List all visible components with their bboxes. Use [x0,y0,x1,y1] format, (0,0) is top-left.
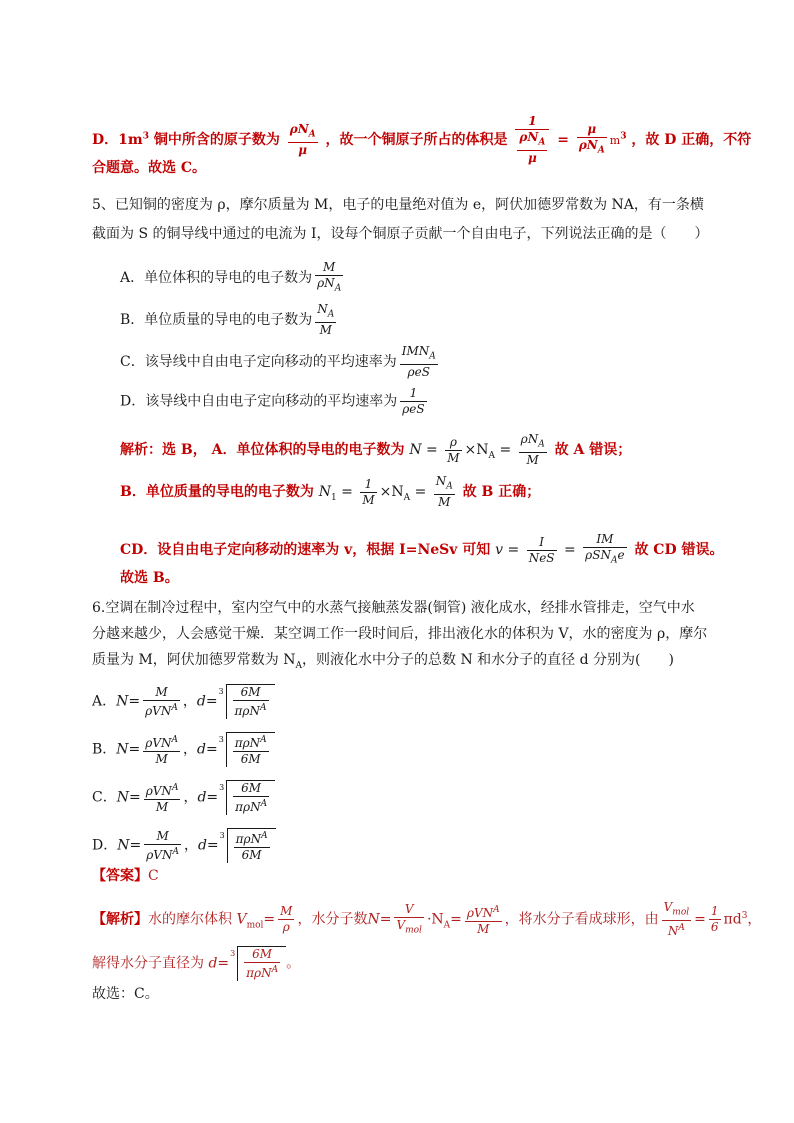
q4d-prefix: D．1m [92,132,143,149]
q4d-tail: ，故 D 正确，不符 [631,132,752,149]
q6-option-d: D．N= $\frac{M}{\rho VN^A}$ ，d= 3 $\frac{\pi\rho N^A}{6M}$ [92,828,276,863]
q4d-mid1: 铜中所含的原子数为 [153,132,280,149]
q4d-sup: 3 [142,131,149,142]
q6-option-b: B．N= $\frac{\rho VN^A}{M}$ ，d= 3 $\frac{\pi\rho N^A}{6M}$ [92,732,275,767]
q6-stem-line2: 分越来越少，人会感觉干燥．某空调工作一段时间后，排出液化水的体积为 V，水的密度为 ρ，摩尔 [92,626,708,642]
q4d-frac2: $\frac{1}{\frac{\rho N_A}{\mu}}$ [515,114,549,166]
q6-answer: 【答案】C [92,868,159,884]
q6-analysis-line1: 【解析】水的摩尔体积 $V_{mol}=$ $\frac{M}{\rho}$ ，水分子数N= $\frac{V}{V_{mol}}$ $\cdot N_A=$ $\frac{\rho VN^A}{M}$ ，将水分子看成球形，由 $\frac{V_{mol}}{N^A}$ = $\frac{1}{6}$ $\pi d^3$， [92,900,762,939]
q5-solution-line2: B．单位质量的导电的电子数为 $N_1$ = $\frac{1}{M}$ $\times N_A$ = $\frac{N_A}{M}$ 故 B 正确； [120,474,541,510]
q4d-line2: 合题意。故选 C。 [92,160,207,176]
q5-solution-line4: 故选 B。 [120,570,179,586]
q6-analysis-line2: 解得水分子直径为 d= 3 $\frac{6M}{\pi\rho N^A}$ 。 [92,947,301,980]
q6-option-a: A．N= $\frac{M}{\rho VN^A}$ ，d= 3 $\frac{6M}{\pi\rho N^A}$ [92,684,275,719]
q4-option-d: D．$1m^3$ 铜中所含的原子数为 $\frac{\rho N_A}{\mu}$ ，故一个铜原子所占的体积是 $\frac{1}{\frac{\rho N_A}{\mu}}$ = $\frac{\mu}{\rho N_A}$ $m^3$ ，故 D 正确，不符 [92,114,752,166]
q5-option-a: A．单位体积的导电的电子数为 $\frac{M}{\rho N_A}$ [120,260,346,296]
q6-conclusion: 故选：C。 [92,986,159,1002]
q4d-frac3: $\frac{\mu}{\rho N_A}$ [577,122,607,158]
q5-option-c: C．该导线中自由电子定向移动的平均速率为 $\frac{IMN_A}{\text{ρeS}}$ [120,344,436,380]
q5-option-d: D．该导线中自由电子定向移动的平均速率为 $\frac{1}{\text{ρeS}}$ [120,386,425,416]
q5-solution-line1: 解析：选 B， A．单位体积的导电的电子数为 N = $\frac{\rho}{M}$ $\times N_A$ = $\frac{\rho N_A}{M}$ 故 A 错误； [120,432,632,468]
q6-option-c: C．N= $\frac{\rho VN^A}{M}$ ，d= 3 $\frac{6M}{\pi\rho N^A}$ [92,780,275,815]
q4d-mid2: ，故一个铜原子所占的体积是 [325,132,508,149]
q5-stem-line2: 截面为 S 的铜导线中通过的电流为 I，设每个铜原子贡献一个自由电子，下列说法正确的是（ ） [92,226,709,242]
q5-option-b: B．单位质量的导电的电子数为 $\frac{N_A}{M}$ [120,302,335,338]
q5-solution-line3: CD．设自由电子定向移动的速率为 v，根据 I=NeSv 可知 v = $\frac{I}{\text{NeS}}$ = $\frac{IM}{\rho SN_Ae}$ 故 CD 错误。 [120,532,723,568]
q4d-frac1: $\frac{\rho N_A}{\mu}$ [289,122,316,158]
q6-stem-line1: 6.空调在制冷过程中，室内空气中的水蒸气接触蒸发器(铜管) 液化成水，经排水管排走，空气中水 [92,600,695,616]
q5-stem-line1: 5、已知铜的密度为 ρ，摩尔质量为 M，电子的电量绝对值为 e，阿伏加德罗常数为 NA，有一条横 [92,197,704,213]
q6-stem-line3: 质量为 M，阿伏加德罗常数为 $N_A$，则液化水中分子的总数 N 和水分子的直径 d 分别为( ) [92,652,674,671]
